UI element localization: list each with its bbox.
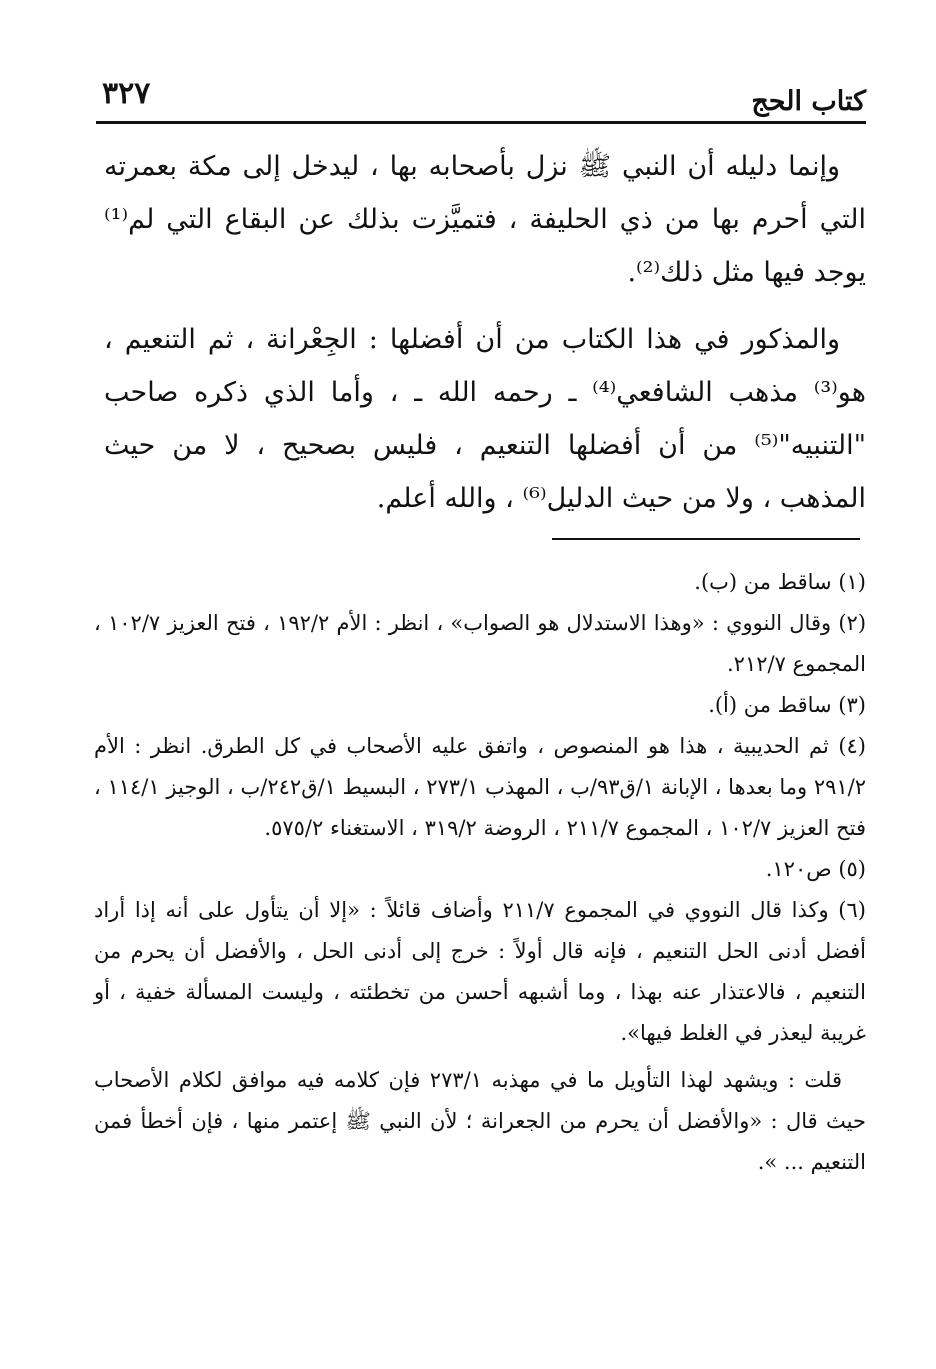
footnote-4: (٤) ثم الحديبية ، هذا هو المنصوص ، واتفق عليه الأصحاب في كل الطرق. انظر : الأم ٢٩١/٢ وما بعدها ، الإبانة ١/ق٩٣/ب ، المهذب ٢٧٣/١ ، البسيط ١/ق٢٤٢/ب ، الوجيز ١١٤/١ ، فتح العزيز ١٠٢/٧ ، المجموع ٢١١/٧ ، الروضة ٣١٩/٢ ، الاستغناء ٥٧٥/٢. [94, 734, 867, 840]
footnote-6: (٦) وكذا قال النووي في المجموع ٢١١/٧ وأضاف قائلاً : «إلا أن يتأول على أنه إذا أراد أفضل أدنى الحل التنعيم ، فإنه قال أولاً : خرج إلى أدنى الحل ، والأفضل أن يحرم من التنعيم ، فالاعتذار عنه بهذا ، وما أشبهه أحسن من تخطئته ، وليست المسألة خفية ، أو غريبة ليعذر في الغلط فيها». [94, 898, 866, 1045]
running-header [96, 72, 866, 124]
chapter-title: كتاب الحج [751, 86, 866, 117]
footnote-2: (٢) وقال النووي : «وهذا الاستدلال هو الصواب» ، انظر : الأم ١٩٢/٢ ، فتح العزيز ١٠٢/٧ ، المجموع ٢١٢/٧. [94, 611, 867, 676]
footnote-5: (٥) ص١٢٠. [765, 857, 866, 881]
page-number: ٣٢٧ [102, 76, 151, 111]
paragraph-2: والمذكور في هذا الكتاب من أن أفضلها : الجِعْرانة ، ثم التنعيم ، هو⁽³⁾ مذهب الشافعي⁽⁴⁾ ـ رحمه الله ـ ، وأما الذي ذكره صاحب "التنبيه"⁽⁵⁾ من أن أفضلها التنعيم ، فليس بصحيح ، لا من حيث المذهب ، ولا من حيث الدليل⁽⁶⁾ ، والله أعلم. [104, 324, 866, 514]
paragraph-1: وإنما دليله أن النبي ﷺ نزل بأصحابه بها ، ليدخل إلى مكة بعمرته التي أحرم بها من ذي الحليفة ، فتميَّزت بذلك عن البقاع التي لم⁽¹⁾ يوجد فيها مثل ذلك⁽²⁾. [104, 151, 866, 288]
footnote-separator [552, 538, 860, 540]
footnotes [94, 562, 866, 1183]
header-rule [96, 121, 866, 124]
main-text [104, 140, 866, 539]
footnote-1: (١) ساقط من (ب). [694, 570, 866, 594]
editor-comment: قلت : ويشهد لهذا التأويل ما في مهذبه ٢٧٣/١ فإن كلامه فيه موافق لكلام الأصحاب حيث قال : «والأفضل أن يحرم من الجعرانة ؛ لأن النبي ﷺ إعتمر منها ، فإن أخطأ فمن التنعيم ... ». [94, 1068, 866, 1174]
footnote-3: (٣) ساقط من (أ). [708, 693, 866, 717]
